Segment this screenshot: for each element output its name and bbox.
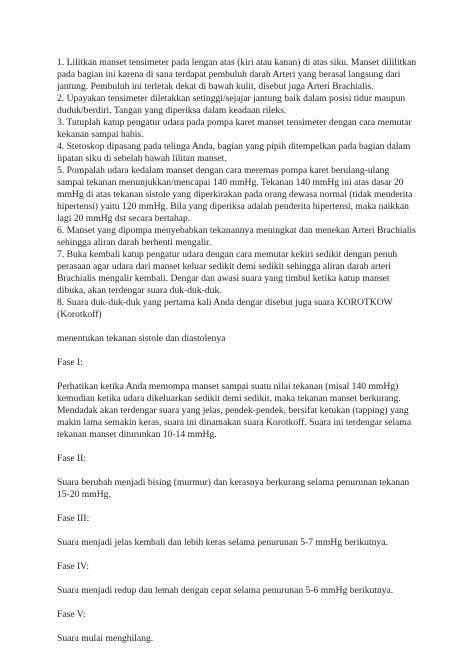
phase-4-line-1: Suara menjadi redup dan lemah dengan cepat selama penurunan 5-6 mmHg berikutnya. xyxy=(57,585,394,596)
step-7-line-2: perasaan agar udara dari manset keluar sedikit demi sedikit sehingga aliran darah arteri xyxy=(57,261,392,272)
step-8-line-2: (Korotkoff) xyxy=(57,309,102,320)
phase-1-line-5: tekanan manset diturunkan 10-14 mmHg. xyxy=(57,429,217,440)
step-5-line-4: hipertensi) yaitu 120 mmHg. Bila yang diperiksa adalah penderita hipertensi, maka naikkan xyxy=(57,201,409,212)
step-2-line-1: 2. Upayakan tensimeter diletakkan setinggi/sejajar jantung baik dalam posisi tidur maupun xyxy=(57,93,406,104)
step-1-line-2: pada bagian ini karena di sana terdapat pembuluh darah Arteri yang berasal langsung dari xyxy=(57,69,401,80)
step-2-line-2: duduk/berdiri. Tangan yang diperiksa dalam keadaan rileks. xyxy=(57,105,287,116)
step-8-line-1: 8. Suara duk-duk-duk yang pertama kali Anda dengar disebut juga suara KOROTKOW xyxy=(57,297,393,308)
step-7-line-4: dibuka, akan terdengar suara duk-duk-duk. xyxy=(57,285,222,296)
step-4-line-1: 4. Stetoskop dipasang pada telinga Anda, bagian yang pipih ditempelkan pada bagian dalam xyxy=(57,141,411,152)
step-1-line-1: 1. Lilitkan manset tensimeter pada lengan atas (kiri atau kanan) di atas siku. Manset dililitkan xyxy=(57,57,417,68)
phase-1-title: Fase I: xyxy=(57,357,83,368)
step-7-line-3: Brachialis mengalir kembali. Dengar dan awasi suara yang timbul ketika katup manset xyxy=(57,273,390,284)
phase-1-line-4: makin lama semakin keras, suara ini dinamakan suara Korotkoff. Suara ini terdengar selama xyxy=(57,417,412,428)
phase-1-line-3: Mendadak akan terdengar suara yang jelas, pendek-pendek, bersifat ketukan (tapping) yang xyxy=(57,405,409,416)
phase-3-line-1: Suara menjadi jelas kembali dan lebih keras selama penurunan 5-7 mmHg berikutnya. xyxy=(57,537,388,548)
step-6-line-1: 6. Manset yang dipompa menyebabkan tekanannya meningkat dan menekan Arteri Brachialis xyxy=(57,225,416,236)
phase-1-line-2: kemudian ketika udara dikeluarkan sedikit demi sedikit, maka tekanan manset berkurang. xyxy=(57,393,401,404)
step-5-line-2: sampai tekanan menunjukkan/mencapai 140 mmHg. Tekanan 140 mmHg ini atas dasar 20 xyxy=(57,177,404,188)
step-3-line-1: 3. Tutuplah katup pengatur udara pada pompa karet manset tensimeter dengan cara memutar xyxy=(57,117,412,128)
phase-2-title: Fase II: xyxy=(57,453,87,464)
step-4-line-2: lipatan siku di sebelah bawah lilitan manset. xyxy=(57,153,227,164)
step-7-line-1: 7. Buka kembali katup pengatur udara dengan cara memutar kekiri sedikit dengan penuh xyxy=(57,249,398,260)
step-3-line-2: kekanan sampai habis. xyxy=(57,129,144,140)
phase-5-line-1: Suara mulai menghilang. xyxy=(57,633,154,644)
section-heading: menentukan tekanan sistole dan diastolenya xyxy=(57,333,226,344)
step-5-line-5: lagi 20 mmHg dst secara bertahap. xyxy=(57,213,191,224)
phase-3-title: Fase III: xyxy=(57,513,90,524)
step-5-line-1: 5. Pompalah udara kedalam manset dengan cara meremas pompa karet berulang-ulang xyxy=(57,165,390,176)
step-1-line-3: jantung. Pembuluh ini terletak dekat di bawah kulit, disebut juga Arteri Brachialis. xyxy=(57,81,374,92)
phase-5-title: Fase V: xyxy=(57,609,86,620)
phase-2-line-2: 15-20 mmHg. xyxy=(57,489,111,500)
phase-1-line-1: Perhatikan ketika Anda memompa manset sampai suatu nilai tekanan (misal 140 mmHg) xyxy=(57,381,399,392)
step-5-line-3: mmHg di atas tekanan sistole yang diperkirakan pada orang dewasa normal (tidak menderita xyxy=(57,189,413,200)
phase-2-line-1: Suara berubah menjadi bising (murmur) dan kerasnya berkurang selama penurunan tekanan xyxy=(57,477,410,488)
phase-4-title: Fase IV: xyxy=(57,561,90,572)
step-6-line-2: sehingga aliran darah berhenti mengalir. xyxy=(57,237,212,248)
